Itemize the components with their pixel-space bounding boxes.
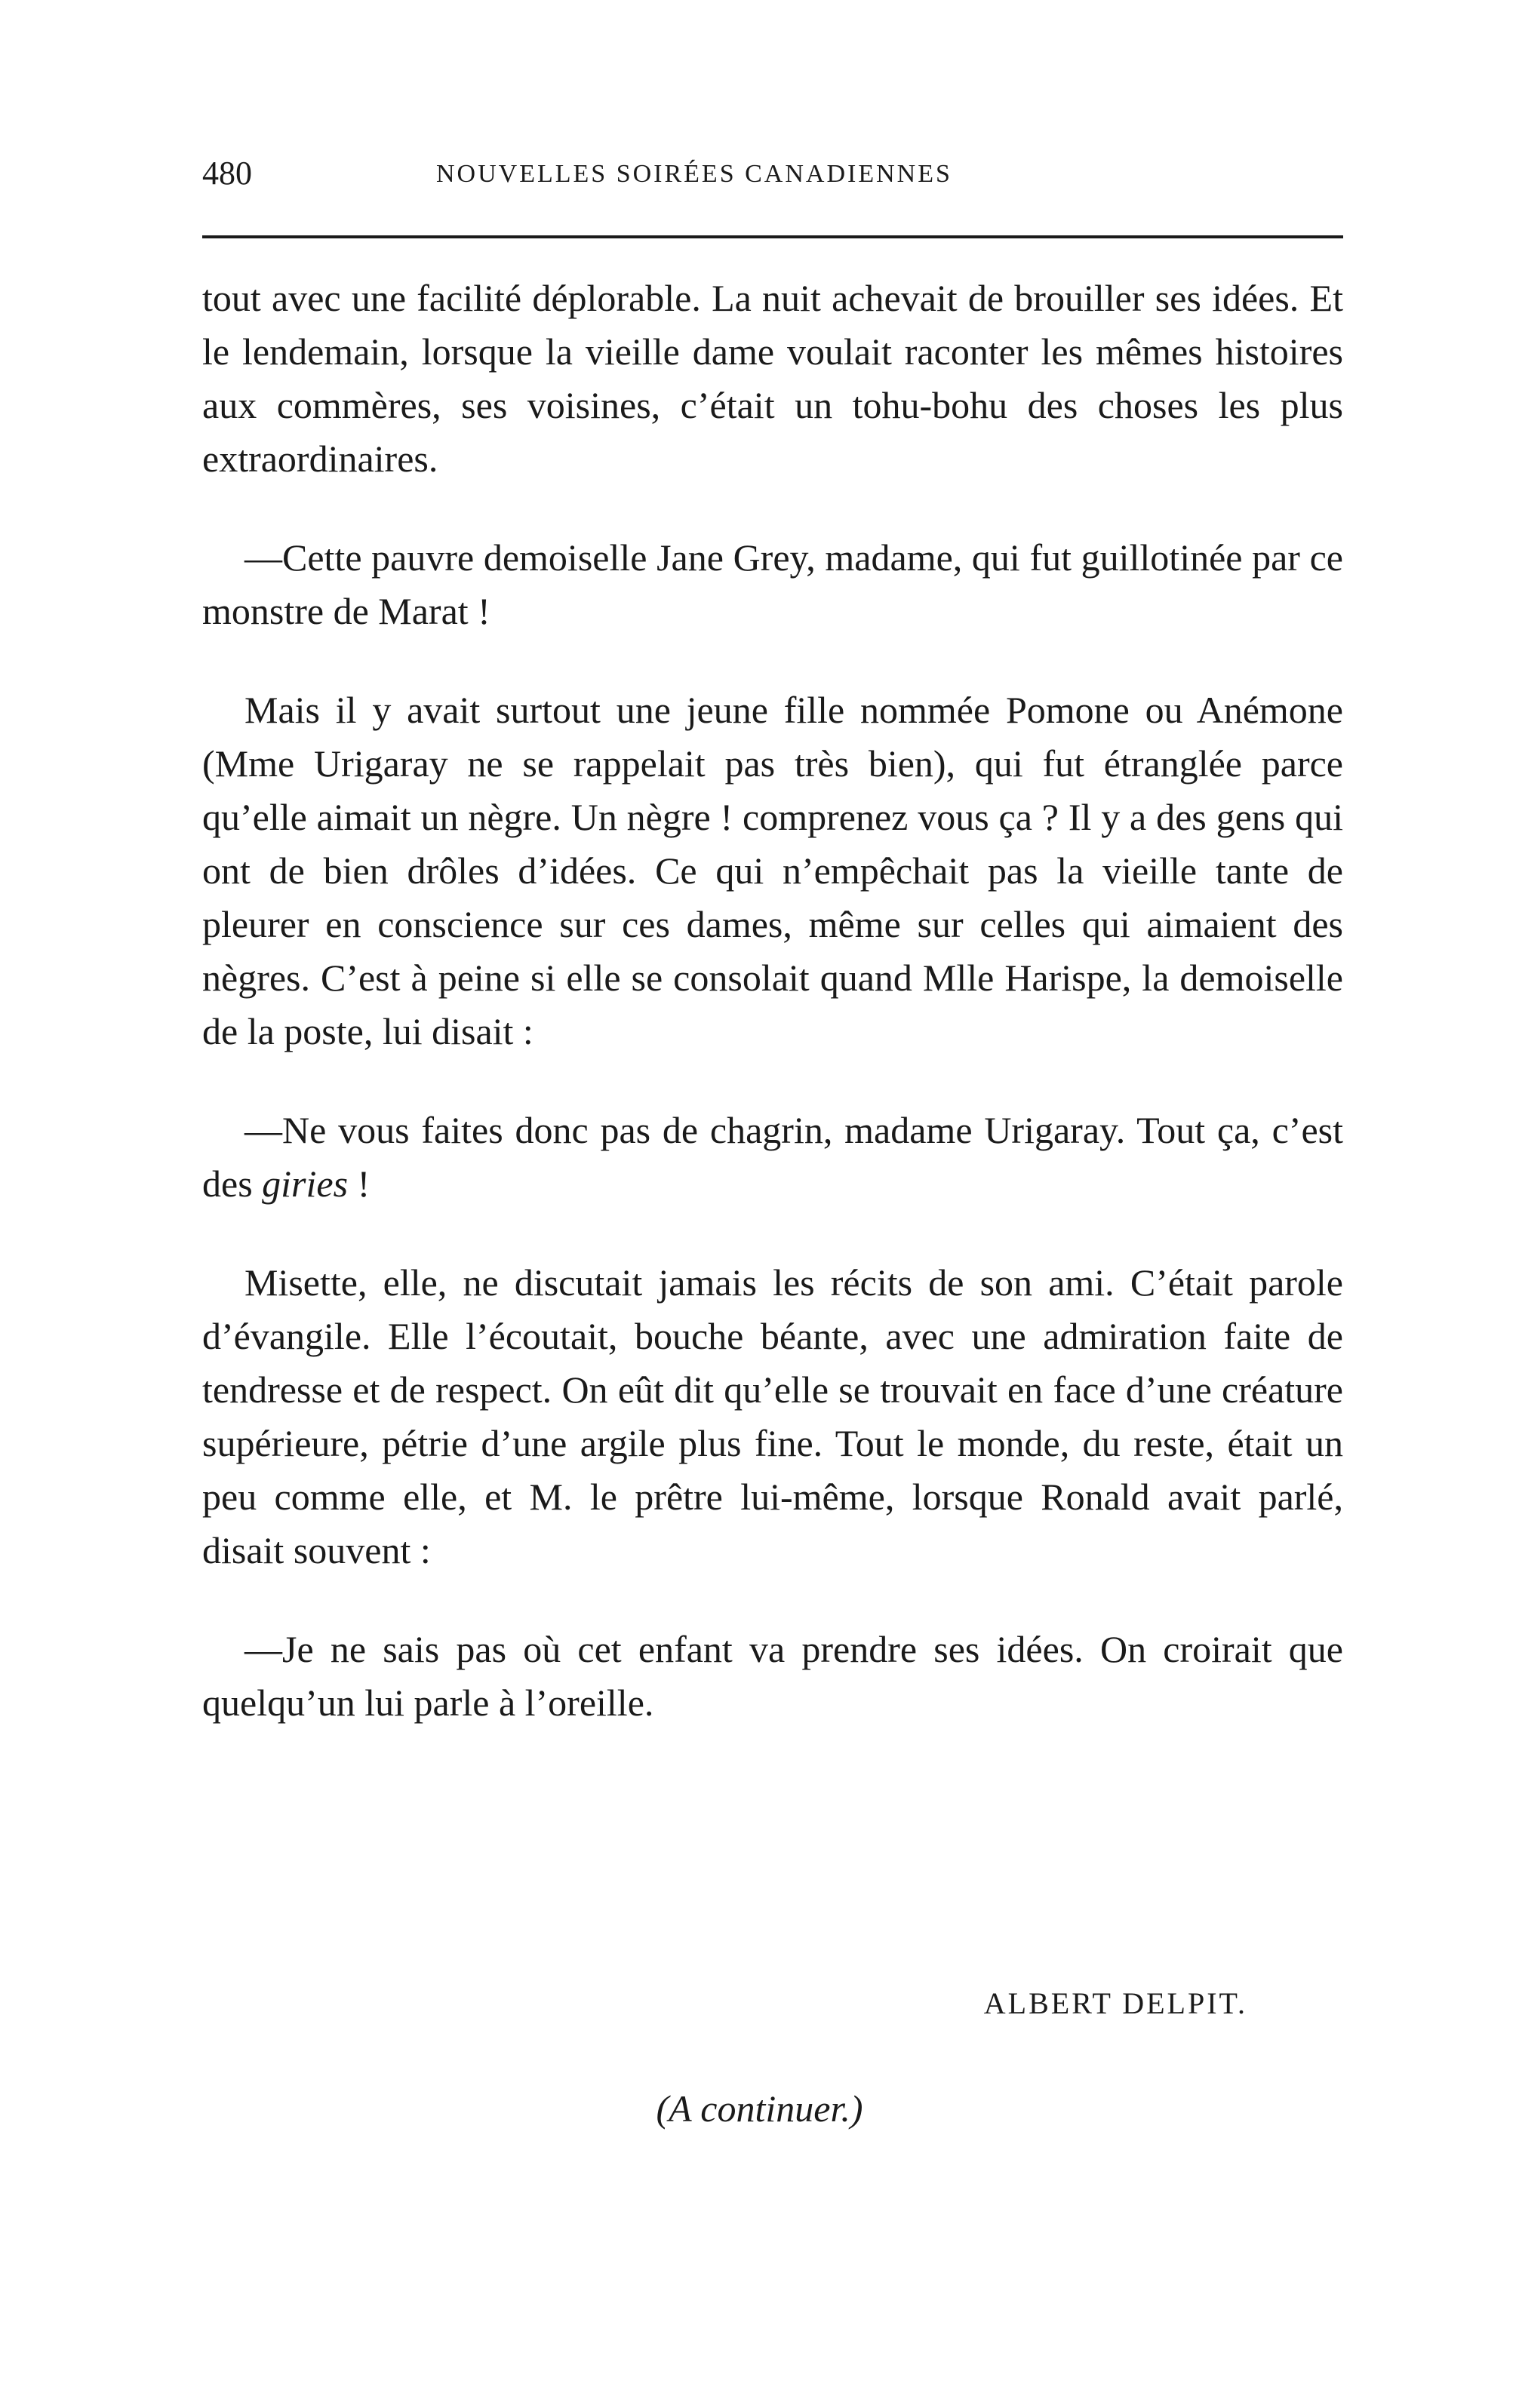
paragraph: Mais il y avait surtout une jeune fille nommée Pomone ou Anémone (Mme Urigaray ne se rappelait pas très bien), qui fut étranglée parce qu’elle aimait un nègre. Un nègre ! comprenez vous ça ? Il y a des gens qui ont de bien drôles d’idées. Ce qui n’empêchait pas la vieille tante de pleurer en conscience sur ces dames, même sur celles qui aimaient des nègres. C’est à peine si elle se consolait quand Mlle Harispe, la demoiselle de la poste, lui disait : <box>202 689 1343 1052</box>
running-title: NOUVELLES SOIRÉES CANADIENNES <box>436 160 952 188</box>
italic-phrase-wrap <box>262 1163 370 1205</box>
page-number: 480 <box>202 155 252 192</box>
dialogue-paragraph: —Cette pauvre demoiselle Jane Grey, madame, qui fut guillotinée par ce monstre de Marat ! <box>202 536 1343 632</box>
paragraph-end: ! <box>348 1163 371 1205</box>
header-rule <box>202 235 1343 238</box>
paragraph: tout avec une facilité déplorable. La nuit achevait de brouiller ses idées. Et le lendemain, lorsque la vieille dame voulait raconter les mêmes histoires aux commères, ses voisines, c’était un tohu-bohu des choses les plus extraordinaires. <box>202 277 1343 480</box>
paragraph: Misette, elle, ne discutait jamais les récits de son ami. C’était parole d’évangile. Elle l’écoutait, bouche béante, avec une admiration faite de tendresse et de respect. On eût dit qu’elle se trouvait en face d’une créature supérieure, pétrie d’une argile plus fine. Tout le monde, du reste, était un peu comme elle, et M. le prêtre lui-même, lorsque Ronald avait parlé, disait souvent : <box>202 1261 1343 1571</box>
dialogue-paragraph <box>202 1104 1343 1211</box>
page-header <box>202 151 1343 204</box>
author-signature: ALBERT DELPIT. <box>983 1986 1247 2020</box>
continuation-note: (A continuer.) <box>656 2087 863 2130</box>
dialogue-paragraph: —Je ne sais pas où cet enfant va prendre ses idées. On croirait que quelqu’un lui parle à l’oreille. <box>202 1628 1343 1724</box>
body-text <box>202 272 1343 1730</box>
italic-word: giries <box>262 1163 349 1205</box>
paragraph-text: —Ne vous faites donc pas de chagrin, madame Urigaray. Tout ça, c’est des <box>202 1109 1343 1205</box>
